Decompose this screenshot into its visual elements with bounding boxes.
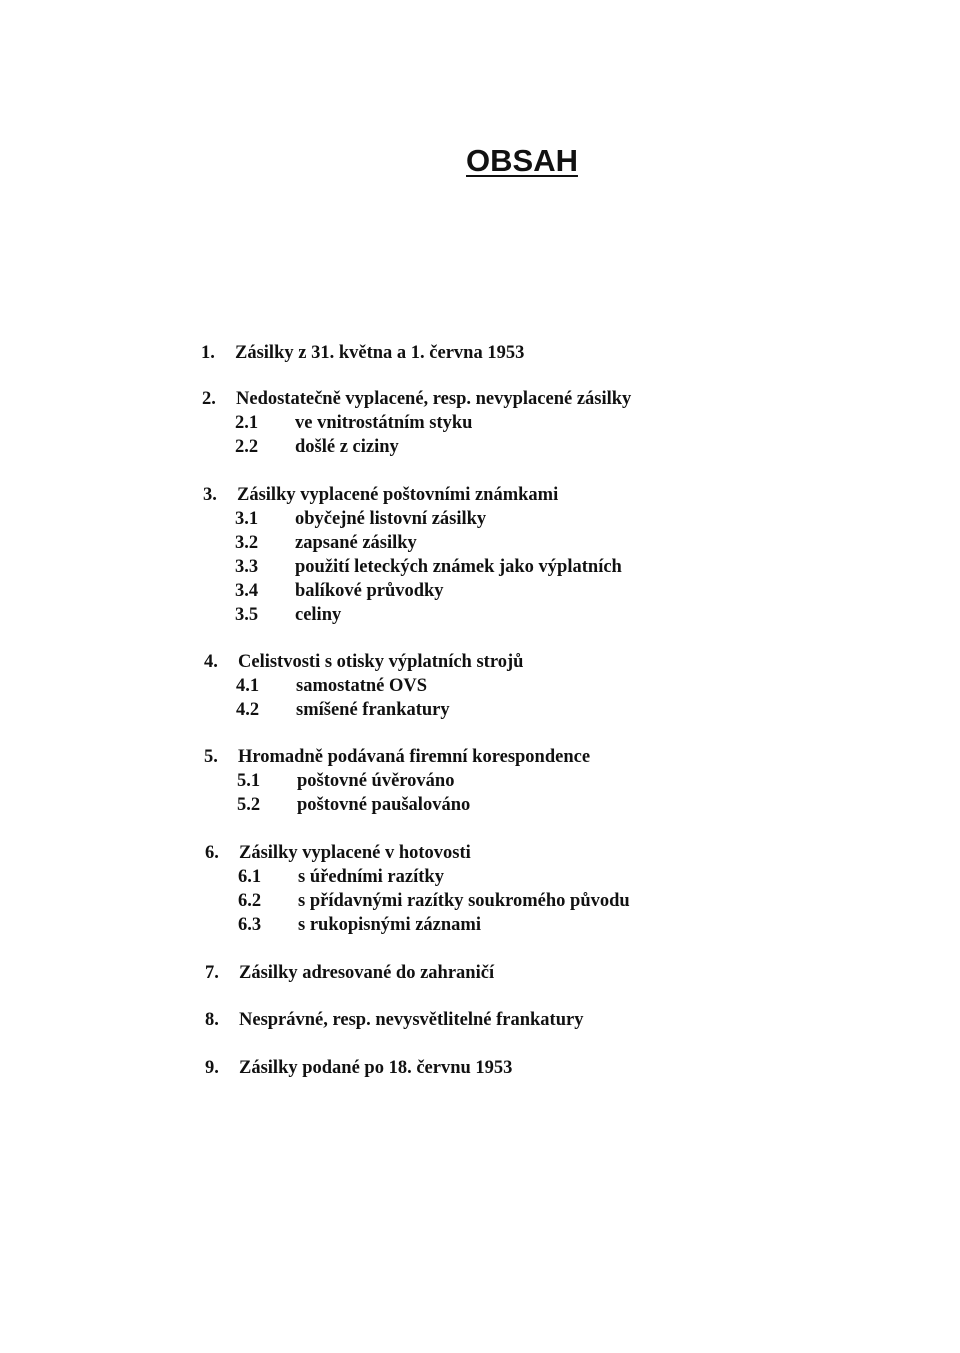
section-title: Nesprávné, resp. nevysvětlitelné frankatury	[239, 1010, 584, 1030]
section-number: 3.	[203, 485, 217, 505]
toc-section-3	[203, 483, 558, 507]
section-title: Zásilky podané po 18. červnu 1953	[239, 1058, 513, 1078]
subsection-title: smíšené frankatury	[296, 700, 450, 720]
subsection-title: poštovné úvěrováno	[297, 771, 455, 791]
toc-subsection-6-2	[238, 889, 630, 913]
subsection-title: samostatné OVS	[296, 676, 428, 696]
subsection-number: 2.2	[235, 437, 259, 457]
toc-subsection-3-2	[235, 531, 417, 555]
section-title: Hromadně podávaná firemní korespondence	[238, 747, 591, 767]
toc-section-8	[205, 1008, 583, 1032]
toc-section-7	[205, 961, 494, 985]
toc-subsection-6-1	[238, 865, 444, 889]
subsection-number: 3.1	[235, 509, 259, 529]
section-title: Zásilky vyplacené v hotovosti	[239, 843, 471, 863]
toc-subsection-3-1	[235, 507, 486, 531]
section-number: 8.	[205, 1010, 219, 1030]
subsection-title: celiny	[295, 605, 342, 625]
section-number: 7.	[205, 963, 219, 983]
subsection-title: s přídavnými razítky soukromého původu	[298, 891, 630, 911]
subsection-number: 5.2	[237, 795, 261, 815]
subsection-number: 6.1	[238, 867, 262, 887]
subsection-title: poštovné paušalováno	[297, 795, 471, 815]
subsection-title: došlé z ciziny	[295, 437, 399, 457]
section-title: Zásilky z 31. května a 1. června 1953	[235, 343, 525, 363]
subsection-number: 3.2	[235, 533, 259, 553]
subsection-title: balíkové průvodky	[295, 581, 444, 601]
toc-subsection-2-1	[235, 411, 472, 435]
toc-subsection-5-1	[237, 769, 454, 793]
page-title: OBSAH	[466, 143, 578, 178]
subsection-title: ve vnitrostátním styku	[295, 413, 473, 433]
subsection-number: 3.3	[235, 557, 259, 577]
subsection-number: 6.3	[238, 915, 262, 935]
section-title: Celistvosti s otisky výplatních strojů	[238, 652, 524, 672]
toc-subsection-4-2	[236, 698, 450, 722]
subsection-title: s rukopisnými záznami	[298, 915, 481, 935]
section-number: 2.	[202, 389, 216, 409]
toc-subsection-4-1	[236, 674, 427, 698]
toc-subsection-3-5	[235, 603, 341, 627]
toc-section-5	[204, 745, 590, 769]
toc-section-6	[205, 841, 471, 865]
subsection-number: 6.2	[238, 891, 262, 911]
section-title: Zásilky vyplacené poštovními známkami	[237, 485, 559, 505]
subsection-number: 2.1	[235, 413, 259, 433]
section-title: Nedostatečně vyplacené, resp. nevyplacené zásilky	[236, 389, 632, 409]
toc-subsection-6-3	[238, 913, 481, 937]
section-number: 1.	[201, 343, 215, 363]
toc-section-1	[201, 341, 524, 365]
subsection-number: 4.2	[236, 700, 260, 720]
toc-section-2	[202, 387, 631, 411]
subsection-title: použití leteckých známek jako výplatních	[295, 557, 622, 577]
toc-subsection-3-4	[235, 579, 444, 603]
toc-section-4	[204, 650, 523, 674]
subsection-title: obyčejné listovní zásilky	[295, 509, 487, 529]
subsection-number: 3.5	[235, 605, 259, 625]
section-number: 6.	[205, 843, 219, 863]
subsection-title: s úředními razítky	[298, 867, 444, 887]
section-number: 4.	[204, 652, 218, 672]
section-number: 5.	[204, 747, 218, 767]
subsection-number: 4.1	[236, 676, 260, 696]
section-number: 9.	[205, 1058, 219, 1078]
toc-subsection-2-2	[235, 435, 399, 459]
toc-section-9	[205, 1056, 512, 1080]
section-title: Zásilky adresované do zahraničí	[239, 963, 495, 983]
subsection-number: 3.4	[235, 581, 259, 601]
toc-subsection-5-2	[237, 793, 470, 817]
subsection-title: zapsané zásilky	[295, 533, 417, 553]
subsection-number: 5.1	[237, 771, 261, 791]
toc-subsection-3-3	[235, 555, 622, 579]
